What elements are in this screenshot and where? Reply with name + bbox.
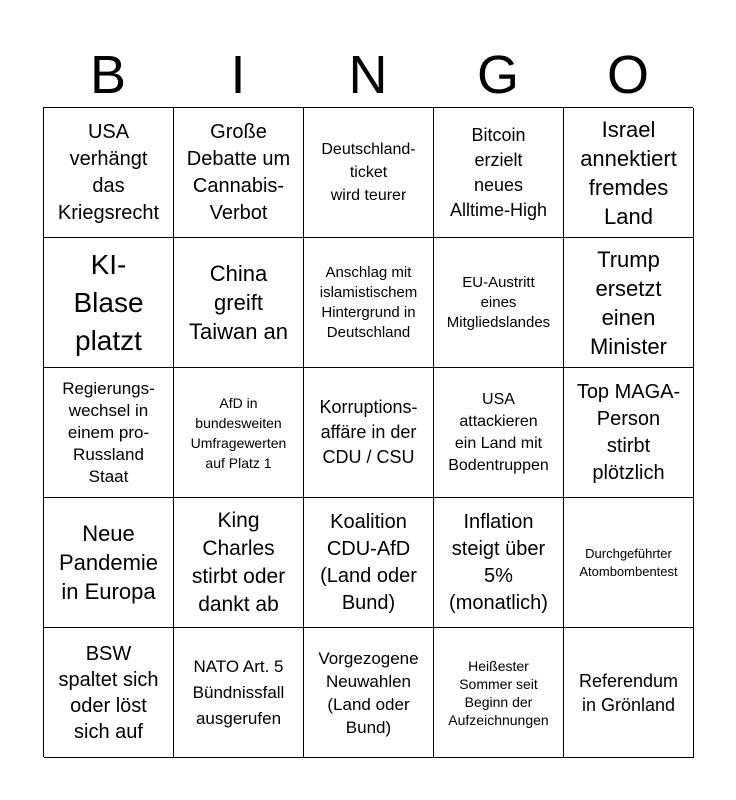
cell-text: Koalition CDU-AfD (Land oder Bund)	[320, 510, 417, 614]
cell-text: Korruptions- affäre in der CDU / CSU	[319, 397, 418, 467]
header-letter-o: O	[606, 45, 649, 105]
bingo-cell-r4-c2[interactable]	[174, 498, 304, 628]
cell-text: King Charles stirbt oder dankt ab	[191, 508, 286, 616]
bingo-cell-r4-c3[interactable]	[304, 498, 434, 628]
cell-text: Große Debatte um Cannabis- Verbot	[186, 120, 291, 224]
bingo-cell-r1-c3[interactable]	[304, 108, 434, 238]
bingo-grid	[43, 107, 693, 757]
bingo-cell-r3-c5[interactable]	[564, 368, 694, 498]
bingo-cell-r2-c1[interactable]	[44, 238, 174, 368]
cell-text: Inflation steigt über 5% (monatlich)	[449, 510, 548, 614]
bingo-cell-r5-c1[interactable]	[44, 628, 174, 758]
bingo-cell-r4-c4[interactable]	[434, 498, 564, 628]
cell-text: NATO Art. 5 Bündnissfall ausgerufen	[192, 656, 285, 728]
cell-text: USA verhängt das Kriegsrecht	[57, 120, 160, 224]
bingo-header	[43, 42, 693, 108]
bingo-cell-r5-c4[interactable]	[434, 628, 564, 758]
bingo-cell-r1-c5[interactable]	[564, 108, 694, 238]
bingo-cell-r2-c3[interactable]	[304, 238, 434, 368]
bingo-cell-r1-c2[interactable]	[174, 108, 304, 238]
cell-text: Vorgezogene Neuwahlen (Land oder Bund)	[318, 648, 419, 737]
bingo-cell-r4-c5[interactable]	[564, 498, 694, 628]
cell-text: EU-Austritt eines Mitgliedslandes	[446, 273, 551, 331]
bingo-cell-r3-c3[interactable]	[304, 368, 434, 498]
cell-text: AfD in bundesweiten Umfragewerten auf Platz 1	[190, 394, 287, 471]
header-letter-n: N	[348, 45, 388, 105]
cell-text: Top MAGA- Person stirbt plötzlich	[576, 380, 681, 484]
bingo-cell-r1-c1[interactable]	[44, 108, 174, 238]
cell-text: Neue Pandemie in Europa	[58, 521, 159, 604]
cell-text: Durchgeführter Atombombentest	[579, 545, 678, 579]
bingo-cell-r2-c4[interactable]	[434, 238, 564, 368]
cell-text: Israel annektiert fremdes Land	[580, 116, 677, 229]
cell-text: Referendum in Grönland	[578, 670, 679, 715]
cell-text: Trump ersetzt einen Minister	[589, 246, 667, 359]
bingo-cell-r4-c1[interactable]	[44, 498, 174, 628]
cell-text: Deutschland- ticket wird teurer	[321, 141, 416, 204]
cell-text: Anschlag mit islamistischem Hintergrund in Deutschland	[319, 263, 418, 341]
cell-text: KI- Blase platzt	[73, 248, 144, 356]
bingo-cell-r3-c4[interactable]	[434, 368, 564, 498]
cell-text: BSW spaltet sich oder löst sich auf	[58, 642, 159, 743]
bingo-cell-r5-c5[interactable]	[564, 628, 694, 758]
header-letter-i: I	[230, 45, 246, 105]
cell-text: Heißester Sommer seit Beginn der Aufzeichnungen	[448, 657, 549, 728]
bingo-cell-r3-c1[interactable]	[44, 368, 174, 498]
header-letter-g: G	[476, 45, 519, 105]
cell-text: Regierungs- wechsel in einem pro- Russland Staat	[62, 378, 155, 486]
header-letter-b: B	[89, 45, 127, 105]
bingo-cell-r5-c2[interactable]	[174, 628, 304, 758]
cell-text: USA attackieren ein Land mit Bodentruppen	[448, 390, 549, 474]
bingo-cell-r2-c2[interactable]	[174, 238, 304, 368]
cell-text: China greift Taiwan an	[188, 261, 289, 344]
cell-text: Bitcoin erzielt neues Alltime-High	[449, 124, 548, 220]
bingo-cell-r2-c5[interactable]	[564, 238, 694, 368]
bingo-cell-r1-c4[interactable]	[434, 108, 564, 238]
bingo-cell-r5-c3[interactable]	[304, 628, 434, 758]
bingo-cell-r3-c2[interactable]	[174, 368, 304, 498]
